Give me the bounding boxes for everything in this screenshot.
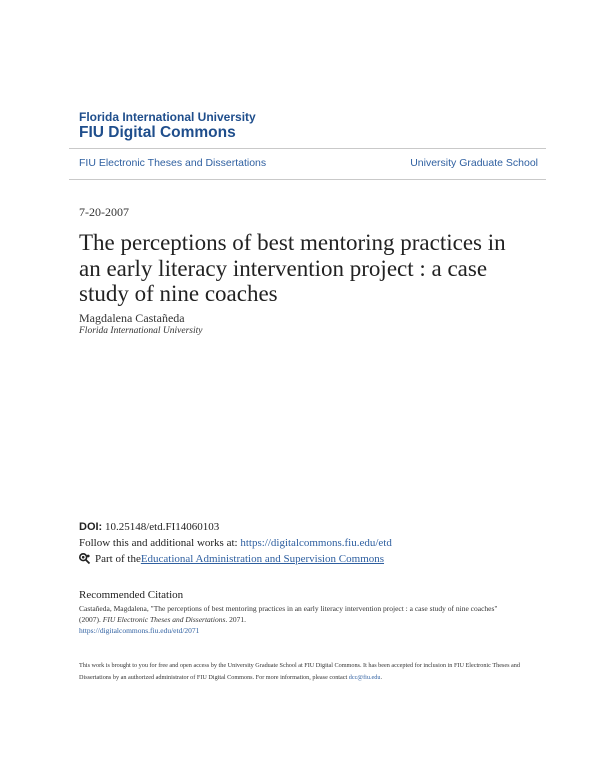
repository-url-link[interactable]: https://digitalcommons.fiu.edu/etd — [240, 537, 392, 549]
divider-bottom — [69, 179, 546, 180]
publication-date: 7-20-2007 — [79, 205, 129, 219]
citation-heading: Recommended Citation — [79, 589, 184, 601]
author-affiliation: Florida International University — [79, 326, 203, 336]
doi-label: DOI: — [79, 521, 103, 533]
footer-text: This work is brought to you for free and open access by the University Graduate School at FIU Digital Commons. It has been accepted for inclusion in FIU Electronic Theses and Dissertations by an authorized administrator of FIU Digital Commons. For more information, please contact — [79, 662, 520, 681]
doi-value: 10.25148/etd.FI14060103 — [102, 521, 220, 533]
author-name: Magdalena Castañeda — [79, 311, 185, 325]
divider-top — [69, 148, 546, 149]
citation-body — [79, 603, 519, 636]
doi-line — [79, 521, 219, 533]
access-statement — [79, 660, 524, 683]
series-link[interactable]: FIU Electronic Theses and Dissertations — [79, 157, 267, 169]
institution-name[interactable]: Florida International University — [79, 110, 256, 124]
part-of-text: Part of the — [95, 553, 141, 565]
document-title: The perceptions of best mentoring practices in an early literacy intervention project : a case study of nine coaches — [79, 230, 506, 306]
follow-line — [79, 537, 392, 549]
follow-text: Follow this and additional works at: — [79, 537, 241, 549]
part-of-line — [79, 553, 384, 565]
institution-block — [79, 110, 256, 142]
network-icon — [79, 553, 91, 565]
citation-series: FIU Electronic Theses and Dissertations — [102, 615, 226, 624]
citation-text-a: Castañeda, Magdalena, "The perceptions of best mentoring practices in an early literacy intervention project : a case study of nine coaches" (2007). — [79, 604, 498, 624]
repository-name[interactable]: FIU Digital Commons — [79, 124, 236, 141]
school-link[interactable]: University Graduate School — [410, 157, 538, 169]
citation-text-b: . 2071. — [225, 615, 247, 624]
contact-email-link[interactable]: dcc@fiu.edu — [348, 673, 381, 681]
footer-end: . — [380, 673, 382, 681]
commons-link[interactable]: Educational Administration and Supervision Commons — [140, 553, 385, 565]
citation-url-link[interactable]: https://digitalcommons.fiu.edu/etd/2071 — [79, 626, 200, 635]
